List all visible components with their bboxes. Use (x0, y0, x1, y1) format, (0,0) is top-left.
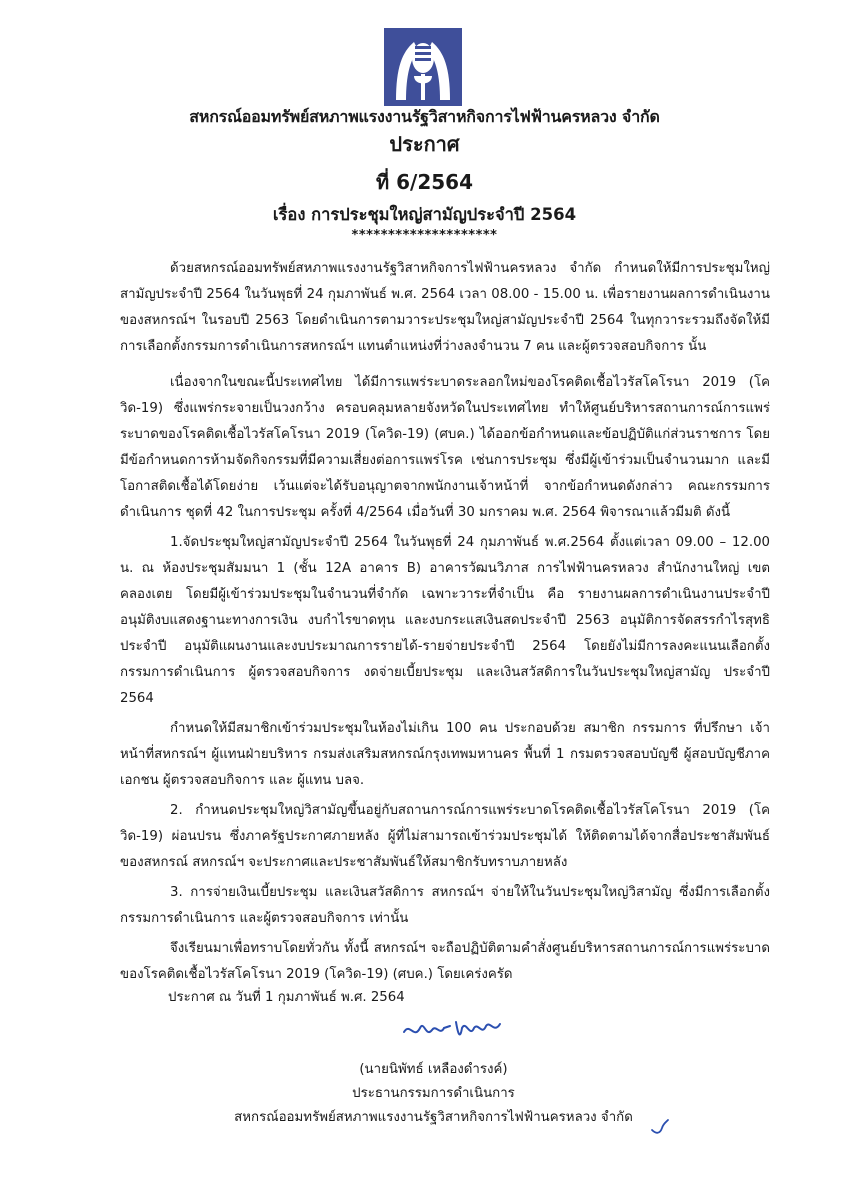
announcement-body (120, 256, 770, 992)
paragraph-resolution-2: 2. กำหนดประชุมใหญ่วิสามัญขึ้นอยู่กับสถานการณ์การแพร่ระบาดโรคติดเชื้อไวรัสโคโรนา 2019 (โควิด-19) ผ่อนปรน ซึ่งภาครัฐประกาศภายหลัง ผู้ที่ไม่สามารถเข้าร่วมประชุมได้ ให้ติดตามได้จากสื่อประชาสัมพันธ์ของสหกรณ์ สหกรณ์ฯ จะประกาศและประชาสัมพันธ์ให้สมาชิกรับทราบภายหลัง (120, 803, 770, 870)
announcement-label: ประกาศ (389, 132, 460, 156)
paragraph-resolution-3: 3. การจ่ายเงินเบี้ยประชุม และเงินสวัสดิการ สหกรณ์ฯ จ่ายให้ในวันประชุมใหญ่วิสามัญ ซึ่งมีการเลือกตั้งกรรมการดำเนินการ และผู้ตรวจสอบกิจการ เท่านั้น (120, 885, 770, 926)
announcement-subject: เรื่อง การประชุมใหญ่สามัญประจำปี 2564 (272, 205, 577, 224)
paragraph-closing: จึงเรียนมาเพื่อทราบโดยทั่วกัน ทั้งนี้ สหกรณ์ฯ จะถือปฏิบัติตามคำสั่งศูนย์บริหารสถานการณ์การแพร่ระบาดของโรคติดเชื้อไวรัสโคโรนา 2019 (โควิด-19) (ศบค.) โดยเคร่งครัด (120, 941, 770, 982)
handwritten-signature (400, 1014, 510, 1046)
logo-emblem-icon (384, 28, 462, 106)
signer-position: ประธานกรรมการดำเนินการ (352, 1086, 515, 1101)
announcement-number: ที่ 6/2564 (375, 170, 474, 194)
organization-name: สหกรณ์ออมทรัพย์สหภาพแรงงานรัฐวิสาหกิจการไฟฟ้านครหลวง จำกัด (189, 107, 660, 126)
initial-mark-icon (650, 1118, 670, 1140)
paragraph-covid-context: เนื่องจากในขณะนี้ประเทศไทย ได้มีการแพร่ระบาดระลอกใหม่ของโรคติดเชื้อไวรัสโคโรนา 2019 (โควิด-19) ซึ่งแพร่กระจายเป็นวงกว้าง ครอบคลุมหลายจังหวัดในประเทศไทย ทำให้ศูนย์บริหารสถานการณ์การแพร่ระบาดของโรคติดเชื้อไวรัสโคโรนา 2019 (โควิด-19) (ศบค.) ได้ออกข้อกำหนดและข้อปฏิบัติแก่ส่วนราชการ โดยมีข้อกำหนดการห้ามจัดกิจกรรมที่มีความเสี่ยงต่อการแพร่โรค เช่นการประชุม ซึ่งมีผู้เข้าร่วมเป็นจำนวนมาก และมีโอกาสติดเชื้อได้โดยง่าย เว้นแต่จะได้รับอนุญาตจากพนักงานเจ้าหน้าที่ จากข้อกำหนดดังกล่าว คณะกรรมการดำเนินการ ชุดที่ 42 ในการประชุม ครั้งที่ 4/2564 เมื่อวันที่ 30 มกราคม พ.ศ. 2564 พิจารณาแล้วมีมติ ดังนี้ (120, 375, 770, 520)
signer-organization: สหกรณ์ออมทรัพย์สหภาพแรงงานรัฐวิสาหกิจการไฟฟ้านครหลวง จำกัด (234, 1110, 633, 1125)
paragraph-attendance-limit: กำหนดให้มีสมาชิกเข้าร่วมประชุมในห้องไม่เกิน 100 คน ประกอบด้วย สมาชิก กรรมการ ที่ปรึกษา เจ้าหน้าที่สหกรณ์ฯ ผู้แทนฝ่ายบริหาร กรมส่งเสริมสหกรณ์กรุงเทพมหานคร พื้นที่ 1 กรมตรวจสอบบัญชี ผู้สอบบัญชีภาคเอกชน ผู้ตรวจสอบกิจการ และ ผู้แทน บลจ. (120, 721, 770, 788)
signer-name: (นายนิพัทธ์ เหลืองดำรงค์) (359, 1062, 508, 1077)
paragraph-resolution-1: 1.จัดประชุมใหญ่สามัญประจำปี 2564 ในวันพุธที่ 24 กุมภาพันธ์ พ.ศ.2564 ตั้งแต่เวลา 09.00 – 12.00 น. ณ ห้องประชุมสัมมนา 1 (ชั้น 12A อาคาร B) อาคารวัฒนวิภาส การไฟฟ้านครหลวง สำนักงานใหญ่ เขตคลองเตย โดยมีผู้เข้าร่วมประชุมในจำนวนที่จำกัด เฉพาะวาระที่จำเป็น คือ รายงานผลการดำเนินงานประจำปี อนุมัติงบแสดงฐานะทางการเงิน งบกำไรขาดทุน และงบกระแสเงินสดประจำปี 2563 อนุมัติการจัดสรรกำไรสุทธิประจำปี อนุมัติแผนงานและงบประมาณการรายได้-รายจ่ายประจำปี 2564 โดยยังไม่มีการลงคะแนนเลือกตั้งกรรมการดำเนินการ ผู้ตรวจสอบกิจการ งดจ่ายเบี้ยประชุม และเงินสวัสดิการในวันประชุมใหญ่สามัญ ประจำปี 2564 (120, 535, 770, 706)
separator-line: ******************** (351, 228, 498, 243)
paragraph-intro: ด้วยสหกรณ์ออมทรัพย์สหภาพแรงงานรัฐวิสาหกิจการไฟฟ้านครหลวง จำกัด กำหนดให้มีการประชุมใหญ่สามัญประจำปี 2564 ในวันพุธที่ 24 กุมภาพันธ์ พ.ศ. 2564 เวลา 08.00 - 15.00 น. เพื่อรายงานผลการดำเนินงานของสหกรณ์ฯ ในรอบปี 2563 โดยดำเนินการตามวาระประชุมใหญ่สามัญประจำปี 2564 ในทุกวาระรวมถึงจัดให้มีการเลือกตั้งกรรมการดำเนินการสหกรณ์ฯ แทนตำแหน่งที่ว่างลงจำนวน 7 คน และผู้ตรวจสอบกิจการ นั้น (120, 261, 770, 354)
issued-date: ประกาศ ณ วันที่ 1 กุมภาพันธ์ พ.ศ. 2564 (168, 990, 405, 1005)
cooperative-logo (384, 28, 462, 106)
signer-block (0, 1058, 849, 1130)
